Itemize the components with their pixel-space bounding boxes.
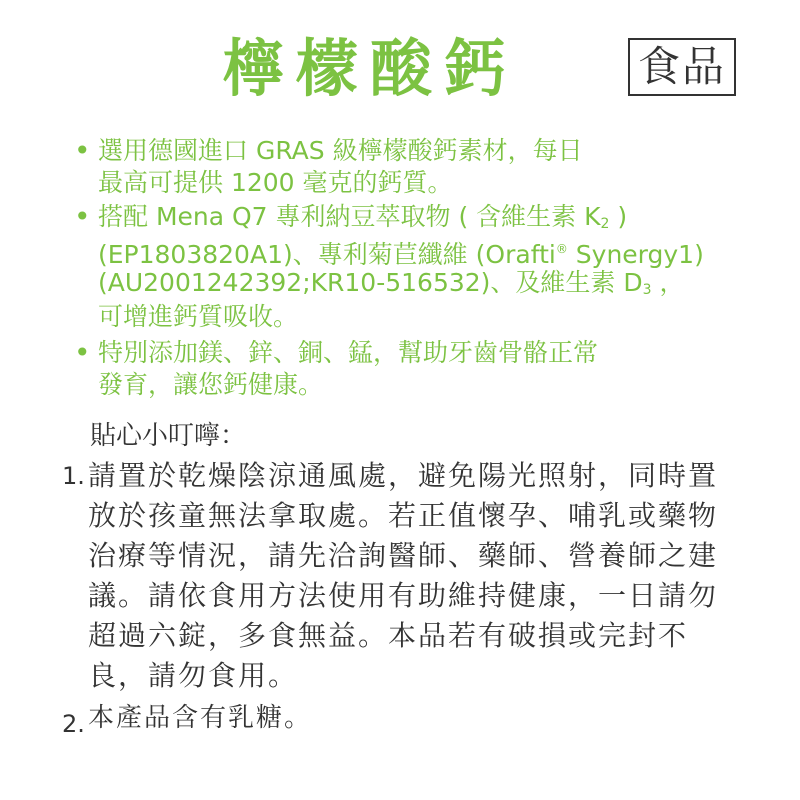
tips-heading: 貼心小叮嚀： (90, 421, 247, 451)
tip-number: 2. (62, 710, 85, 738)
feature-1-line-1: 選用德國進口 GRAS 級檸檬酸鈣素材，每日 (98, 136, 583, 165)
tip-2-line-1: 本產品含有乳糖。 (88, 703, 313, 733)
feature-2-line-3-end: ， (651, 268, 685, 297)
vitamin-k-subscript: 2 (600, 216, 610, 232)
tip-1-line-3: 治療等情況，請先洽詢醫師、藥師、營養師之建 (88, 539, 719, 572)
feature-2-line-2-text: (EP1803820A1)、專利菊苣纖維 (Orafti (98, 240, 556, 269)
feature-2-line-1-text: 搭配 Mena Q7 專利納豆萃取物 ( 含維生素 K (98, 202, 601, 231)
feature-1-line-2: 最高可提供 1200 毫克的鈣質。 (98, 168, 453, 197)
feature-bullet: • (74, 200, 91, 233)
feature-2-line-2-end: Synergy1) (567, 240, 704, 269)
tip-1-line-1: 請置於乾燥陰涼通風處，避免陽光照射，同時置 (88, 459, 719, 492)
feature-3-line-1: 特別添加鎂、鋅、銅、錳，幫助牙齒骨骼正常 (98, 338, 599, 367)
registered-mark: ® (555, 242, 568, 256)
feature-3-line-2: 發育，讓您鈣健康。 (98, 370, 324, 399)
feature-bullet: • (74, 336, 91, 369)
tip-1-line-6: 良，請勿食用。 (88, 659, 299, 692)
feature-bullet: • (74, 134, 91, 167)
tip-1-line-4: 議。請依食用方法使用有助維持健康，一日請勿 (88, 579, 719, 612)
tip-1-line-2: 放於孩童無法拿取處。若正值懷孕、哺乳或藥物 (88, 499, 719, 532)
food-category-badge: 食品 (628, 38, 736, 96)
feature-2-line-1-end: ) (609, 202, 628, 231)
product-title: 檸檬酸鈣 (222, 32, 519, 105)
vitamin-d-subscript: 3 (642, 282, 652, 298)
feature-2-line-3-text: (AU2001242392;KR10-516532)、及維生素 D (98, 268, 643, 297)
feature-2-line-4: 可增進鈣質吸收。 (98, 302, 299, 331)
tip-number: 1. (62, 462, 85, 490)
tip-1-line-5: 超過六錠，多食無益。本品若有破損或完封不 (88, 619, 689, 652)
